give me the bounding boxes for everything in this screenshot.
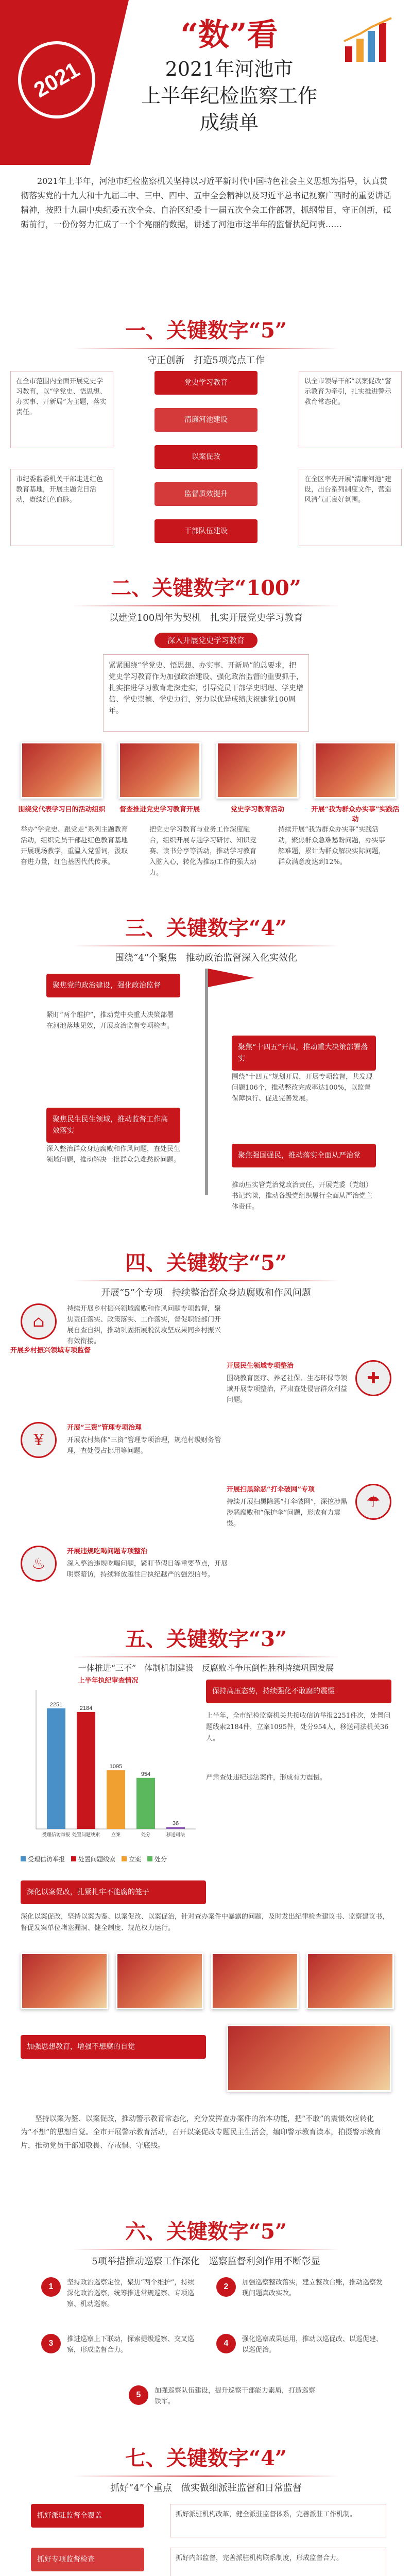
chart-value-label-1: 2251 xyxy=(49,1701,63,1708)
s5-photo-1 xyxy=(21,1953,108,2009)
section-1-divider xyxy=(72,348,340,349)
s1-left-text-1: 在全市范围内全面开展党史学习教育，以“学党史、悟思想、办实事、开新局”为主题，落实责任。 xyxy=(10,371,113,448)
s5-bottom-para: 坚持以案为鉴、以案促改，推动警示教育常态化，充分发挥查办案件的治本功能，把“不敢”的震慑效应转化为“不想”的思想自觉。全市开展警示教育活动，召开以案促改专题民主生活会，编印警示教育读本，拍摄警示教育片，推动党员干部知敬畏、存戒惧、守底线。 xyxy=(21,2115,382,2150)
s7-right-2: 抓好内部监督，完善派驻机构联系制度，形成监督合力。 xyxy=(170,2548,386,2576)
section-7-title: 七、关键数字 xyxy=(125,2446,249,2470)
s2-caption-1: 围绕党代表学习目的活动组织 xyxy=(18,806,106,814)
s2-photo-4 xyxy=(314,742,397,799)
s3-focus-3: 聚焦民生民生领域，推动监督工作高效落实 xyxy=(46,1108,180,1143)
umbrella-icon: ☂ xyxy=(355,1484,391,1520)
title-line-2: 上半年纪检监察工作 xyxy=(141,84,317,107)
dining-icon: ♨ xyxy=(21,1546,57,1582)
s6-pin-1: 1 xyxy=(41,2277,61,2297)
s1-center-column xyxy=(124,371,288,551)
s3-text-3: 深入整治群众身边腐败和作风问题，查处民生领域问题，推动解决一批群众急难愁盼问题。 xyxy=(46,1145,181,1164)
s6-para-4: 强化巡察成果运用，推动以巡促改、以巡促建、以巡促治。 xyxy=(242,2335,383,2354)
legend-item-4: 处分 xyxy=(147,1855,167,1863)
s1-right-text-2: 在全区率先开展“清廉河池”建设，出台系列制度文件，营造风清气正良好氛围。 xyxy=(299,469,402,546)
s3-text-2: 围绕“十四五”规划开局，开展专项监督，共发现问题106个，推动整改完成率达100%，以监督保障执行、促进完善发展。 xyxy=(232,1073,373,1103)
s3-focus-2: 聚焦“十四五”开局，推动重大决策部署落实 xyxy=(232,1036,376,1071)
s4-item-5: 开展违规吃喝问题专项整治 xyxy=(67,1548,148,1555)
chart-value-label-2: 2184 xyxy=(79,1705,93,1711)
s7-center-stack xyxy=(31,2504,154,2576)
s5-stat: 上半年，全市纪检监察机关共接收信访举报2251件次，处置问题线索2184件，立案1095件，处分954人，移送司法机关36人。 xyxy=(206,1712,391,1742)
section-6-subtitle: 5项举措推动巡察工作深化 巡察监督利剑作用不断彰显 xyxy=(92,2256,320,2267)
section-6-header xyxy=(0,2215,412,2267)
s3-flagpole xyxy=(205,969,208,1195)
section-5-subtitle: 一体推进“三不” 体制机制建设 反腐败斗争压倒性胜利持续巩固发展 xyxy=(78,1663,334,1673)
year-stamp: 2021 xyxy=(4,27,110,133)
s6-para-3: 推进巡察上下联动，探索提级巡察、交叉巡察，形成监督合力。 xyxy=(67,2335,195,2354)
s2-para-1: 举办“学党史、跟党走”系列主题教育活动，组织党员干部赴红色教育基地开展现场教学，重温入党誓词，汲取奋进力量，红色基因代代传承。 xyxy=(21,826,128,866)
s1-item-1: 党史学习教育 xyxy=(154,371,258,395)
s1-item-3: 以案促改 xyxy=(154,445,258,469)
s1-item-4: 监督质效提升 xyxy=(154,482,258,506)
section-4-number: “5” xyxy=(249,1251,287,1275)
chart-bar-5 xyxy=(166,1827,185,1829)
chart-bar-2 xyxy=(77,1712,95,1829)
s2-caption-4: 开展“我为群众办实事”实践活动 xyxy=(311,806,400,823)
legend-item-2: 处置问题线索 xyxy=(71,1855,115,1863)
s2-caption-2: 督查推进党史学习教育开展 xyxy=(119,806,200,814)
section-4-header xyxy=(0,1247,412,1299)
s5-photo-3 xyxy=(211,1953,299,2009)
section-4-subtitle: 开展“5”个专项 持续整治群众身边腐败和作风问题 xyxy=(101,1287,311,1298)
title-line-3: 成绩单 xyxy=(199,111,259,134)
s5-heading-2: 深化以案促改，扎紧扎牢不能腐的笼子 xyxy=(21,1880,206,1904)
hero xyxy=(0,0,412,170)
s6-para-2: 加强巡察整改落实，建立整改台账，推动巡察发现问题真改实改。 xyxy=(242,2279,383,2297)
intro-paragraph: 2021年上半年，河池市纪检监察机关坚持以习近平新时代中国特色社会主义思想为指导，认真贯彻落实党的十九大和十九届二中、三中、四中、五中全会精神以及习近平总书记视察广西时的重要讲话精神，按照十九届中央纪委五次全会、自治区纪委十一届五次全会工作部署，抓纲带目，守正创新，砥砺前行，一份份努力汇成了一个个亮丽的数据，讲述了河池市这半年的监督执纪问责…… xyxy=(21,176,392,229)
s6-para-1: 坚持政治巡察定位，聚焦“两个维护”，持续深化政治巡察，统筹推进常规巡察、专项巡察、机动巡察。 xyxy=(67,2279,195,2308)
chart-value-label-4: 954 xyxy=(141,1771,151,1777)
section-1-title: 一、关键数字 xyxy=(125,318,249,343)
s1-left-text-2: 市纪委监委机关干部走进红色教育基地，开展主题党日活动，赓续红色血脉。 xyxy=(10,469,113,546)
section-5-number: “3” xyxy=(249,1627,287,1651)
coin-icon: ¥ xyxy=(21,1422,57,1458)
chart-title: 上半年执纪审查情况 xyxy=(78,1676,139,1684)
s3-focus-4: 聚焦强国强民，推动落实全面从严治党 xyxy=(232,1144,376,1167)
s1-right-text-1: 以全市领导干部“以案促改”警示教育为牵引，扎实推进警示教育常态化。 xyxy=(299,371,402,448)
s4-para-2: 围绕教育医疗、养老社保、生态环保等领域开展专项整治，严肃查处侵害群众利益问题。 xyxy=(227,1375,348,1404)
s5-bar-chart xyxy=(15,1674,201,1850)
rising-chart-icon xyxy=(340,15,397,67)
s6-para-5: 加强巡察队伍建设，提升巡察干部能力素质，打造巡察铁军。 xyxy=(154,2387,316,2405)
section-2-divider xyxy=(72,605,340,606)
village-icon: ⌂ xyxy=(21,1303,57,1340)
section-3-title: 三、关键数字 xyxy=(125,916,249,940)
section-6-title: 六、关键数字 xyxy=(125,2219,249,2244)
section-3-divider xyxy=(72,945,340,946)
s5-para: 深化以案促改，坚持以案为鉴、以案促改、以案促治，针对查办案件中暴露的问题，及时发出纪律检查建议书、监察建议书，督促发案单位堵塞漏洞、健全制度、规范权力运行。 xyxy=(21,1913,389,1932)
section-6-divider xyxy=(72,2249,340,2250)
s6-pin-2: 2 xyxy=(216,2277,236,2297)
section-7-number: “4” xyxy=(249,2446,287,2470)
s3-focus-1: 聚焦党的政治建设，强化政治监督 xyxy=(46,974,180,997)
title-line-1: 2021年河池市 xyxy=(165,58,294,80)
chart-bar-1 xyxy=(47,1708,65,1829)
chart-category-label-2: 处置问题线索 xyxy=(72,1832,100,1837)
section-3-number: “4” xyxy=(249,916,287,940)
section-1-number: “5” xyxy=(249,318,287,343)
s1-item-2: 清廉河池建设 xyxy=(154,408,258,432)
s4-para-3: 开展农村集体“三资”管理专项治理，规范村级财务管理，查处侵占挪用等问题。 xyxy=(67,1436,221,1455)
hero-title xyxy=(118,10,340,135)
s1-item-5: 干部队伍建设 xyxy=(154,519,258,543)
section-2-header xyxy=(0,572,412,624)
s4-item-3: 开展“三资”管理专项治理 xyxy=(67,1424,142,1432)
chart-bar-4 xyxy=(136,1778,155,1829)
s5-para-2: 严肃查处违纪违法案件，形成有力震慑。 xyxy=(206,1774,327,1782)
s4-item-4: 开展扫黑除恶“打伞破网”专项 xyxy=(227,1486,315,1494)
legend-item-1: 受理信访举报 xyxy=(21,1855,65,1863)
s2-photo-2 xyxy=(118,742,201,799)
s7-right-1: 抓好派驻机构改革，健全派驻监督体系，完善派驻工作机制。 xyxy=(170,2504,386,2537)
chart-value-label-5: 36 xyxy=(172,1820,179,1827)
chart-bar-3 xyxy=(107,1770,125,1829)
chart-category-label-5: 移送司法 xyxy=(166,1832,185,1837)
s4-item-2: 开展民生领域专项整治 xyxy=(227,1362,294,1370)
section-5-title: 五、关键数字 xyxy=(125,1627,249,1651)
legend-item-3: 立案 xyxy=(122,1855,141,1863)
s2-photo-1 xyxy=(21,742,103,799)
s7-box-2: 抓好专项监督检查 xyxy=(31,2548,144,2571)
section-4-divider xyxy=(72,1280,340,1281)
section-5-divider xyxy=(72,1656,340,1657)
s4-para-1: 持续开展乡村振兴领域腐败和作风问题专项监督，聚焦责任落实、政策落实、工作落实，督促职能部门开展自查自纠，推动巩固拓展脱贫攻坚成果同乡村振兴有效衔接。 xyxy=(67,1305,221,1345)
s5-photo-2 xyxy=(116,1953,203,2009)
chart-category-label-1: 受理信访举报 xyxy=(42,1832,71,1837)
section-2-subtitle: 以建党100周年为契机 扎实开展党史学习教育 xyxy=(109,613,303,623)
section-3-subtitle: 围绕“4”个聚焦 推动政治监督深入化实效化 xyxy=(115,953,297,963)
s6-pin-4: 4 xyxy=(216,2334,236,2353)
section-1-subtitle: 守正创新 打造5项亮点工作 xyxy=(147,355,265,366)
s3-text-1: 紧盯“两个维护”，推动党中央重大决策部署在河池落地见效，开展政治监督专项检查。 xyxy=(46,1011,174,1030)
s4-para-5: 深入整治违规吃喝问题，紧盯节假日等重要节点，开展明察暗访，持续释放越往后执纪越严的强烈信号。 xyxy=(67,1560,228,1579)
flag-icon xyxy=(208,969,254,999)
chart-value-label-3: 1095 xyxy=(109,1764,123,1770)
s5-heading-1: 保持高压态势，持续强化不敢腐的震慑 xyxy=(206,1680,391,1703)
s4-item-1: 开展乡村振兴领域专项监督 xyxy=(10,1347,91,1354)
section-7-divider xyxy=(72,2476,340,2477)
s2-para-3: 持续开展“我为群众办实事”实践活动，聚焦群众急难愁盼问题，办实事解难题，累计为群众解决实际问题，群众满意度达到12%。 xyxy=(278,826,386,866)
chart-category-label-4: 处分 xyxy=(141,1832,151,1837)
section-1-header xyxy=(0,314,412,366)
section-2-title: 二、关键数字 xyxy=(111,576,235,600)
section-7-subtitle: 抓好“4”个重点 做实做细派驻监督和日常监督 xyxy=(110,2483,302,2494)
section-7-header xyxy=(0,2442,412,2494)
s2-photo-3 xyxy=(216,742,299,799)
s5-photo-5 xyxy=(227,2025,391,2092)
section-2-number: “100” xyxy=(234,576,301,600)
s2-para-2: 把党史学习教育与业务工作深度融合，组织开展专题学习研讨、知识竞赛、读书分享等活动，推动学习教育入脑入心，转化为推动工作的强大动力。 xyxy=(149,826,257,877)
section-6-number: “5” xyxy=(249,2219,287,2244)
s5-heading-3: 加强思想教育，增强不想腐的自觉 xyxy=(21,2035,206,2059)
s3-text-4: 推动压实管党治党政治责任，开展党委（党组）书记约谈，推动各级党组织履行全面从严治党主体责任。 xyxy=(232,1181,373,1211)
s5-chart-legend xyxy=(21,1855,206,1863)
s4-para-4: 持续开展扫黑除恶“打伞破网”，深挖涉黑涉恶腐败和“保护伞”问题，形成有力震慑。 xyxy=(227,1498,348,1528)
section-5-header xyxy=(0,1623,412,1673)
hospital-icon: ✚ xyxy=(355,1360,391,1396)
s6-pin-5: 5 xyxy=(129,2385,148,2405)
s7-box-1: 抓好派驻监督全覆盖 xyxy=(31,2504,144,2528)
s2-banner: 深入开展党史学习教育 xyxy=(154,633,258,648)
chart-category-label-3: 立案 xyxy=(111,1832,121,1837)
s2-caption-3: 党史学习教育活动 xyxy=(230,806,284,814)
section-3-header xyxy=(0,912,412,964)
s5-photo-4 xyxy=(306,1953,394,2009)
hero-big-title: “数”看 xyxy=(180,17,278,53)
s2-text: 紧紧围绕“学党史、悟思想、办实事、开新局”的总要求，把党史学习教育作为加强政治建设、强化政治监督的重要抓手，扎实推进学习教育走深走实，引导党员干部学史明理、学史增信、学史崇德、学史力行，努力以优异成绩庆祝建党100周年。 xyxy=(103,654,309,732)
section-4-title: 四、关键数字 xyxy=(125,1251,249,1275)
s6-pin-3: 3 xyxy=(41,2334,61,2353)
